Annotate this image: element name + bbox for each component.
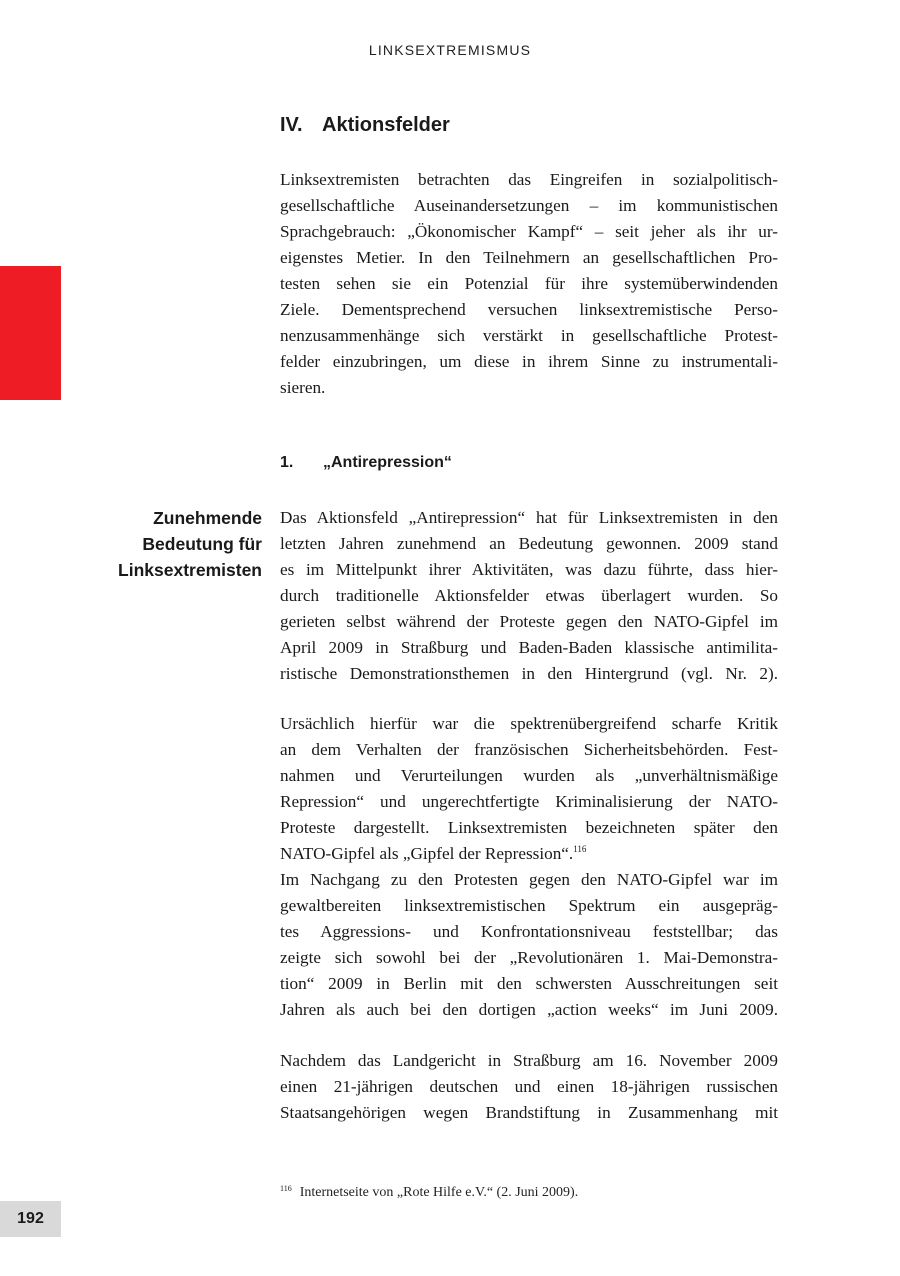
section-heading — [280, 454, 452, 472]
chapter-number: IV. — [280, 114, 303, 136]
footnote-text: Internetseite von „Rote Hilfe e.V.“ (2. Juni 2009). — [299, 1185, 579, 1200]
chapter-title — [280, 114, 450, 137]
chapter-title-text: Aktionsfelder — [322, 114, 450, 136]
text-line: eigenstes Metier. In den Teilnehmern an gesellschaftlichen Pro- — [280, 248, 778, 267]
footnote-number: 116 — [280, 1184, 292, 1193]
text-line: Nachdem das Landgericht in Straßburg am 16. November 2009 — [280, 1051, 778, 1070]
text-line-content: NATO-Gipfel als „Gipfel der Repression“. — [280, 844, 574, 863]
text-line: gerieten selbst während der Proteste gegen den NATO-Gipfel im — [280, 612, 778, 631]
paragraph-2 — [280, 711, 778, 1023]
text-line: es im Mittelpunkt ihrer Aktivitäten, was dazu führte, dass hier- — [280, 560, 778, 579]
chapter-color-tab — [0, 266, 61, 400]
text-line: felder einzubringen, um diese in ihrem Sinne zu instrumentali- — [280, 352, 778, 371]
text-line: Ziele. Dementsprechend versuchen linksextremistische Perso- — [280, 300, 778, 319]
text-line: testen sehen sie ein Potenzial für ihre systemüberwindenden — [280, 274, 778, 293]
marginal-note — [60, 505, 262, 583]
text-line: nahmen und Verurteilungen wurden als „unverhältnismäßige — [280, 766, 778, 785]
paragraph-4 — [280, 1048, 778, 1126]
section-title: „Antirepression“ — [323, 454, 452, 471]
text-line: an dem Verhalten der französischen Sicherheitsbehörden. Fest- — [280, 740, 778, 759]
text-line: sieren. — [280, 378, 326, 397]
text-line — [280, 841, 778, 867]
text-line: durch traditionelle Aktionsfelder etwas überlagert wurden. So — [280, 586, 778, 605]
section-number: 1. — [280, 454, 294, 471]
marginal-line: Zunehmende — [153, 508, 262, 528]
text-line: tes Aggressions- und Konfrontationsniveau feststellbar; das — [280, 922, 778, 941]
page-number: 192 — [0, 1201, 61, 1237]
text-line: April 2009 in Straßburg und Baden-Baden klassische antimilita- — [280, 638, 778, 657]
footnote-reference[interactable]: 116 — [573, 844, 587, 854]
text-line: gesellschaftliche Auseinandersetzungen – im kommunistischen — [280, 196, 778, 215]
text-line: Proteste dargestellt. Linksextremisten bezeichneten später den — [280, 818, 778, 837]
text-line: ristische Demonstrationsthemen in den Hintergrund (vgl. Nr. 2). — [280, 664, 778, 683]
text-line: Sprachgebrauch: „Ökonomischer Kampf“ – seit jeher als ihr ur- — [280, 222, 778, 241]
text-line: Jahren als auch bei den dortigen „action weeks“ im Juni 2009. — [280, 1000, 778, 1019]
footnote — [280, 1184, 578, 1201]
text-line: gewaltbereiten linksextremistischen Spektrum ein ausgepräg- — [280, 896, 778, 915]
intro-paragraph — [280, 167, 778, 401]
text-line: Ursächlich hierfür war die spektrenübergreifend scharfe Kritik — [280, 714, 778, 733]
marginal-line: Linksextremisten — [118, 560, 262, 580]
text-line: tion“ 2009 in Berlin mit den schwersten Ausschreitungen seit — [280, 974, 778, 993]
marginal-line: Bedeutung für — [142, 534, 262, 554]
text-line: Staatsangehörigen wegen Brandstiftung in Zusammenhang mit — [280, 1103, 778, 1122]
text-line: Linksextremisten betrachten das Eingreifen in sozialpolitisch- — [280, 170, 778, 189]
text-line: zeigte sich sowohl bei der „Revolutionären 1. Mai-Demonstra- — [280, 948, 778, 967]
text-line: Repression“ und ungerechtfertigte Kriminalisierung der NATO- — [280, 792, 778, 811]
text-line: einen 21-jährigen deutschen und einen 18-jährigen russischen — [280, 1077, 778, 1096]
text-line: Das Aktionsfeld „Antirepression“ hat für Linksextremisten in den — [280, 508, 778, 527]
text-line: nenzusammenhänge sich verstärkt in gesellschaftliche Protest- — [280, 326, 778, 345]
text-line: Im Nachgang zu den Protesten gegen den NATO-Gipfel war im — [280, 870, 778, 889]
running-head: LINKSEXTREMISMUS — [368, 42, 532, 58]
paragraph-1 — [280, 505, 778, 687]
text-line: letzten Jahren zunehmend an Bedeutung gewonnen. 2009 stand — [280, 534, 778, 553]
